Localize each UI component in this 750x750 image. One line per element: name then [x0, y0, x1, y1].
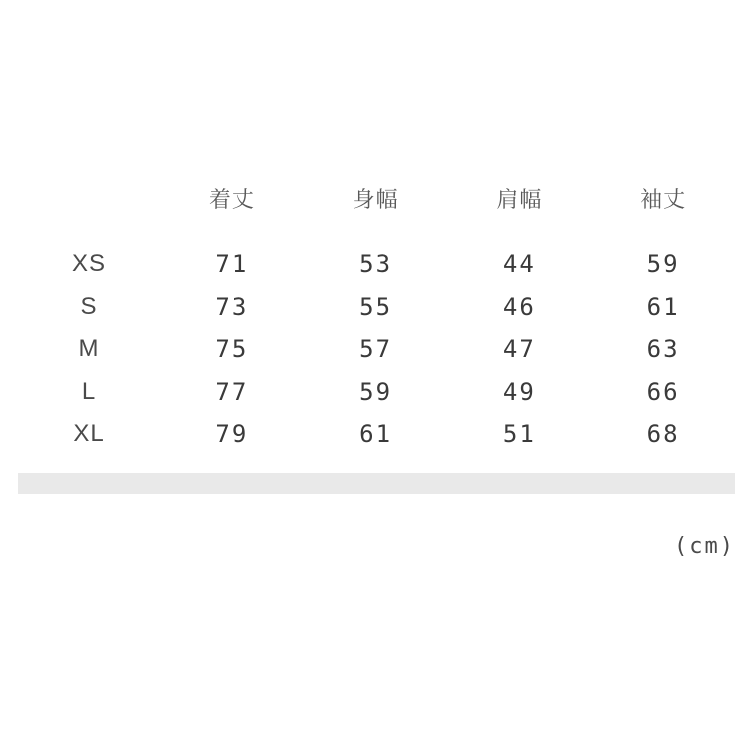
- value-s-shoulder-width: 46: [502, 292, 536, 321]
- unit-note: (cm): [674, 534, 735, 559]
- value-l-shoulder-width: 49: [502, 377, 536, 406]
- value-s-sleeve-length: 61: [646, 292, 680, 321]
- value-xl-body-length: 79: [215, 420, 249, 449]
- size-label-s: S: [80, 292, 98, 320]
- value-xl-shoulder-width: 51: [502, 420, 536, 449]
- divider-bar: [18, 473, 735, 494]
- value-m-body-width: 57: [359, 335, 393, 364]
- value-xl-body-width: 61: [359, 420, 393, 449]
- value-m-body-length: 75: [215, 335, 249, 364]
- size-label-l: L: [81, 377, 97, 405]
- value-xs-body-length: 71: [215, 250, 249, 279]
- value-xs-shoulder-width: 44: [502, 250, 536, 279]
- header-corner-blank: [18, 178, 160, 218]
- column-header-body-width: 身幅: [352, 186, 399, 212]
- value-s-body-length: 73: [215, 292, 249, 321]
- column-header-body-length: 着丈: [208, 186, 255, 212]
- value-xs-sleeve-length: 59: [646, 250, 680, 279]
- value-l-sleeve-length: 66: [646, 377, 680, 406]
- size-chart-table: [18, 178, 735, 456]
- value-xl-sleeve-length: 68: [646, 420, 680, 449]
- value-s-body-width: 55: [359, 292, 393, 321]
- value-l-body-length: 77: [215, 377, 249, 406]
- header-body-spacer: [18, 218, 735, 243]
- size-label-xl: XL: [73, 420, 105, 448]
- value-m-shoulder-width: 47: [502, 335, 536, 364]
- value-l-body-width: 59: [359, 377, 393, 406]
- value-xs-body-width: 53: [359, 250, 393, 279]
- column-header-shoulder-width: 肩幅: [496, 186, 543, 212]
- column-header-sleeve-length: 袖丈: [640, 186, 687, 212]
- size-label-xs: XS: [71, 250, 106, 278]
- size-label-m: M: [78, 335, 100, 363]
- value-m-sleeve-length: 63: [646, 335, 680, 364]
